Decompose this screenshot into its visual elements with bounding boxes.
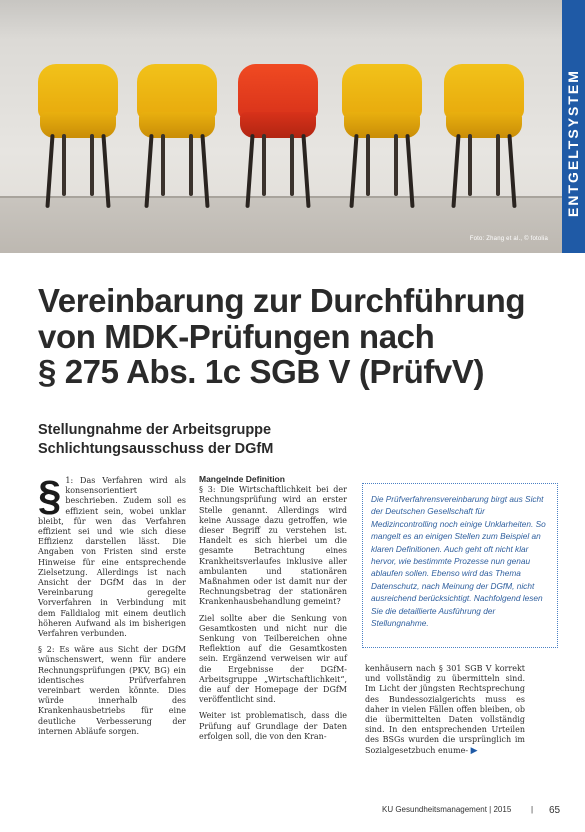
info-box <box>362 483 558 648</box>
yellow-chair <box>342 64 422 214</box>
text-column-2 <box>199 474 347 748</box>
wall-shadow <box>0 0 562 40</box>
paragraph: Weiter ist problematisch, dass die Prüfung auf Grundlage der Daten erfolgen soll, die von den Kran- <box>199 711 347 741</box>
photo-credit: Foto: Zhang et al., © fotolia <box>469 236 548 242</box>
paragraph: § 1: Das Verfahren wird als konsensorientiert beschrieben. Zudem soll es effizient sein, wobei unklar bleibt, für wen das Verfahren effizient sei und wie sich diese Effizienz darstellen lässt. Die Angaben von Fristen sind erste Hinweise für eine entsprechende Zielsetzung. Allerdings ist nach Ansicht der DGfM das in der Vereinbarung geregelte Vorverfahren in Verbindung mit dem Falldialog mit einem deutlich höheren Aufwand als im bisherigen Verfahren verbunden. <box>38 472 186 639</box>
header-photo <box>0 0 562 253</box>
continue-arrow-icon: ▶ <box>470 745 478 756</box>
section-heading: Mangelnde Definition <box>199 474 285 484</box>
text-column-1 <box>38 472 186 743</box>
text-column-3 <box>365 664 525 762</box>
yellow-chair <box>444 64 524 214</box>
article-title <box>38 283 538 390</box>
yellow-chair <box>38 64 118 214</box>
page-number: 65 <box>549 805 561 816</box>
title-line: § 275 Abs. 1c SGB V (PrüfvV) <box>38 353 485 390</box>
footer-separator: | <box>531 805 534 814</box>
article-subtitle <box>38 421 378 459</box>
footer-journal: KU Gesundheitsmanagement | 2015 <box>382 805 512 814</box>
subtitle-line: Stellungnahme der Arbeitsgruppe <box>38 422 272 438</box>
subtitle-line: Schlichtungsausschuss der DGfM <box>38 441 274 457</box>
paragraph: kenhäusern nach § 301 SGB V korrekt und vollständig zu übermitteln sind. Im Licht der jüngsten Rechtsprechung des Bundessozialgerichts muss es daher in vielen Fällen offen bleiben, ob die übermittelten Daten vollständig sind. In den entsprechenden Urteilen des BSGs wurden die ursprünglich im Sozialgesetzbuch enume- ▶ <box>365 664 525 756</box>
paragraph: § 3: Die Wirtschaftlichkeit bei der Rechnungsprüfung wird an erster Stelle genannt. Allerdings wird keine Aussage dazu getroffen, wie dieser Begriff zu verstehen ist. Handelt es sich hierbei um die gesamte Betrachtung eines Krankheitsverlaufes inklusive aller ambulanten und stationären Maßnahmen oder ist damit nur der Rechnungsbetrag der stationären Krankenhausbehandlung gemeint? <box>199 485 347 607</box>
paragraph: Ziel sollte aber die Senkung von Gesamtkosten und nicht nur die Senkung von Teilbereichen ohne Reflektion auf die Gesamtkosten sein. Ergänzend verweisen wir auf die Ergebnisse der DGfM-Arbeitsgruppe „Wirtschaftlichkeit“, die auf der Homepage der DGfM veröffentlicht sind. <box>199 613 347 705</box>
dropcap: § <box>38 472 62 519</box>
info-box-text: Die Prüfverfahrensvereinbarung birgt aus Sicht der Deutschen Gesellschaft für Medizincontrolling noch einige Unklarheiten. So mangelt es an einigen Stellen zum Beispiel an klaren Definitionen. Auch geht oft nicht klar hervor, wie bestimmte Prozesse nun genau ablaufen sollen. Ebenso wird das Thema Datenschutz, nach Meinung der DGfM, nicht ausreichend berücksichtigt. Nachfolgend lesen Sie die detaillierte Ausführung der Stellungnahme. <box>371 494 546 629</box>
red-chair <box>238 64 318 214</box>
yellow-chair <box>137 64 217 214</box>
section-tab-label: ENTGELTSYSTEM <box>565 69 581 217</box>
title-line: von MDK-Prüfungen nach <box>38 317 435 355</box>
title-line: Vereinbarung zur Durchführung <box>38 282 526 319</box>
paragraph: § 2: Es wäre aus Sicht der DGfM wünschenswert, wenn für andere Rechnungsprüfungen (PKV, BG) ein identisches Prüfverfahren vereinbart werden könnte. Dies würde innerhalb des Krankenhausbetriebs für eine deutliche Verbesserung der internen Abläufe sorgen. <box>38 645 186 736</box>
